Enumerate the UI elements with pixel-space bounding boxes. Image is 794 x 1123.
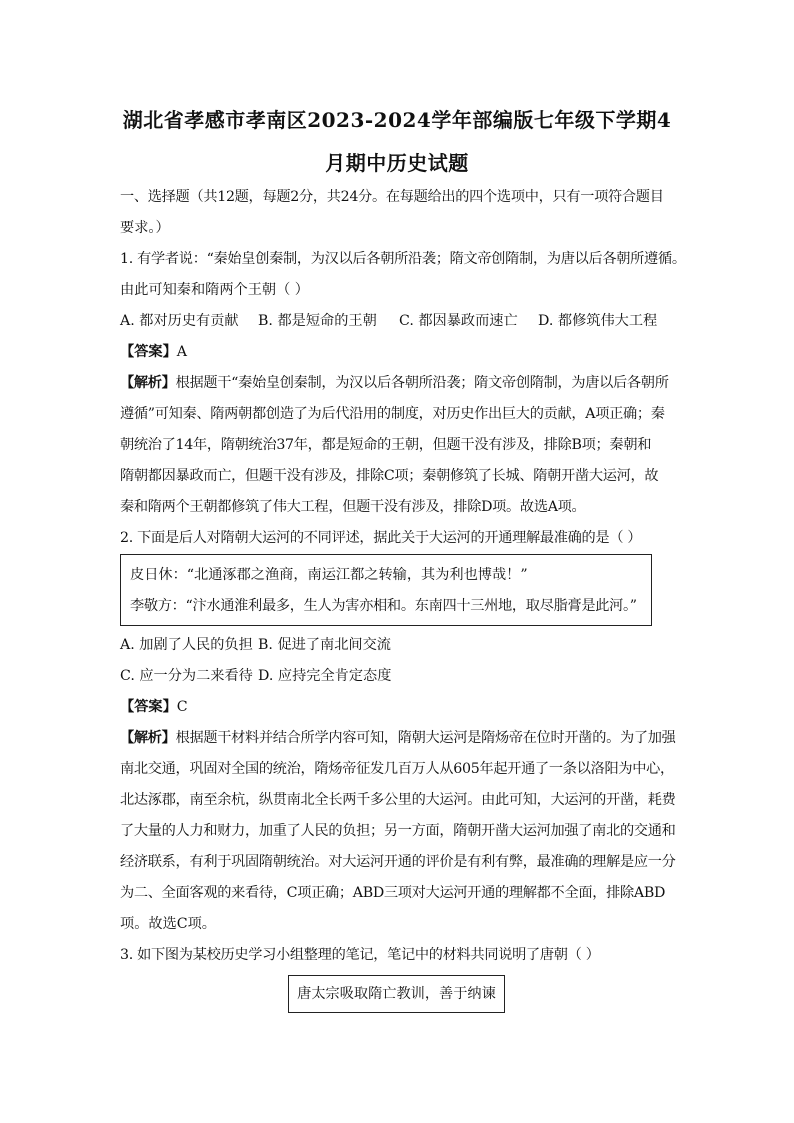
q1-answer-label: 【答案】	[120, 344, 177, 360]
q2-analysis-line-5: 经济联系，有利于巩固隋朝统治。对大运河开通的评价是有利有弊，最准确的理解是应一分	[120, 854, 676, 870]
q2-stem: 2. 下面是后人对隋朝大运河的不同评述，据此关于大运河的开通理解最准确的是（ ）	[120, 530, 642, 546]
q2-quote-lijingfang: 李敬方：“汴水通淮利最多，生人为害亦相和。东南四十三州地，取尽脂膏是此河。”	[130, 598, 637, 614]
q2-option-a: A. 加剧了人民的负担	[120, 637, 253, 653]
q1-option-a: A. 都对历史有贡献	[120, 313, 239, 329]
page-title-line-1: 湖北省孝感市孝南区2023-2024学年部编版七年级下学期4	[122, 108, 672, 132]
page-title-line-2: 月期中历史试题	[325, 151, 469, 175]
section-instructions-line-2: 要求。）	[120, 220, 170, 236]
q3-note-text: 唐太宗吸取隋亡教训，善于纳谏	[297, 986, 496, 1002]
q2-answer-value: C	[176, 699, 188, 715]
q2-analysis-label: 【解析】	[120, 730, 176, 746]
q2-analysis-line-3: 北达涿郡，南至余杭，纵贯南北全长两千多公里的大运河。由此可知，大运河的开凿，耗费	[120, 792, 676, 808]
q1-answer-value: A	[176, 344, 188, 360]
section-instructions-line-1: 一、选择题（共12题，每题2分，共24分。在每题给出的四个选项中，只有一项符合题目	[120, 189, 664, 205]
q1-stem-line-1: 1. 有学者说：“秦始皇创秦制，为汉以后各朝所沿袭；隋文帝创隋制，为唐以后各朝所遵循。	[120, 251, 686, 267]
q1-analysis-line-1: 【解析】根据题干“秦始皇创秦制，为汉以后各朝所沿袭；隋文帝创隋制，为唐以后各朝所	[120, 375, 669, 391]
q2-quote-pirixiu: 皮日休：“北通涿郡之渔商，南运江都之转输，其为利也博哉！”	[130, 567, 528, 583]
q2-answer-label: 【答案】	[120, 699, 177, 715]
q2-option-c: C. 应一分为二来看待	[120, 668, 253, 684]
q1-analysis-line-2: 遵循”可知秦、隋两朝都创造了为后代沿用的制度，对历史作出巨大的贡献，A项正确；秦	[120, 406, 665, 422]
q2-analysis-line-6: 为二、全面客观的来看待，C项正确；ABD三项对大运河开通的理解都不全面，排除ABD	[120, 885, 666, 901]
q2-analysis-line-2: 南北交通，巩固对全国的统治，隋炀帝征发几百万人从605年起开通了一条以洛阳为中心，	[120, 761, 674, 777]
q1-option-d: D. 都修筑伟大工程	[538, 313, 658, 329]
q3-note-box	[288, 975, 505, 1013]
q1-stem-line-2: 由此可知秦和隋两个王朝（ ）	[120, 282, 309, 298]
q1-analysis-label: 【解析】	[120, 375, 176, 391]
q2-answer	[120, 697, 188, 717]
q2-option-d: D. 应持完全肯定态度	[258, 668, 392, 684]
q1-analysis-line-3: 朝统治了14年，隋朝统治37年，都是短命的王朝，但题干没有涉及，排除B项；秦朝和	[120, 437, 652, 453]
q2-analysis-line-4: 了大量的人力和财力，加重了人民的负担；另一方面，隋朝开凿大运河加强了南北的交通和	[120, 823, 676, 839]
q2-analysis-line-1: 【解析】根据题干材料并结合所学内容可知，隋朝大运河是隋炀帝在位时开凿的。为了加强	[120, 730, 676, 746]
q1-option-b: B. 都是短命的王朝	[258, 313, 377, 329]
q1-analysis-line-4: 隋朝都因暴政而亡，但题干没有涉及，排除C项；秦朝修筑了长城、隋朝开凿大运河，故	[120, 468, 659, 484]
q1-answer	[120, 342, 187, 362]
q1-analysis-line-5: 秦和隋两个王朝都修筑了伟大工程，但题干没有涉及，排除D项。故选A项。	[120, 499, 586, 515]
q2-analysis-line-7: 项。故选C项。	[120, 916, 216, 932]
q2-quote-box	[120, 554, 652, 626]
q2-option-b: B. 促进了南北间交流	[258, 637, 391, 653]
q3-stem: 3. 如下图为某校历史学习小组整理的笔记，笔记中的材料共同说明了唐朝（ ）	[120, 947, 600, 963]
q1-option-c: C. 都因暴政而速亡	[399, 313, 518, 329]
